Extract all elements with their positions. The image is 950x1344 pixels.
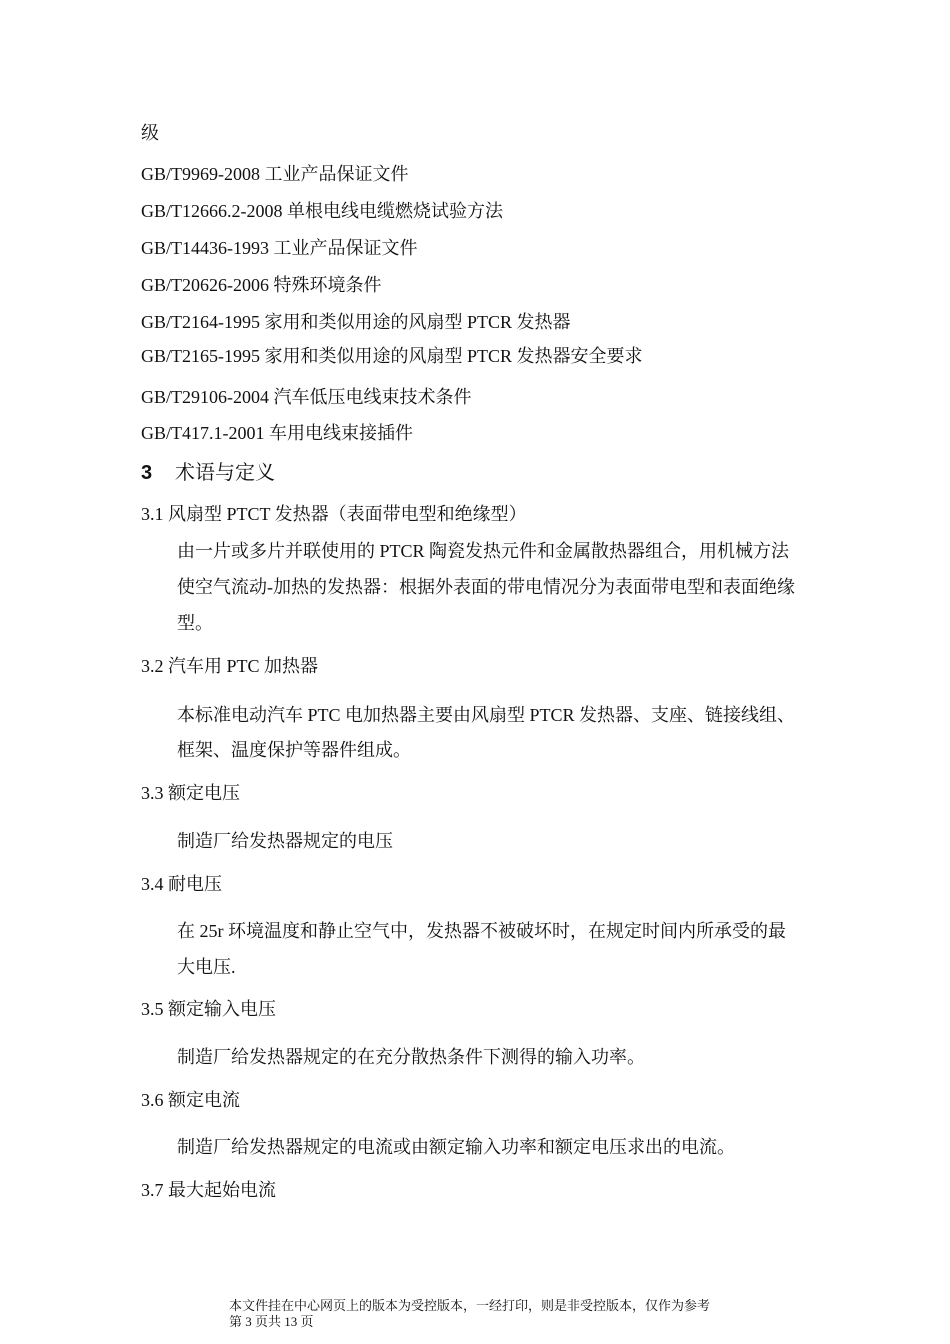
term-title: 3.5 额定输入电压 <box>141 999 276 1019</box>
term-definition-line: 大电压. <box>177 957 236 977</box>
reference-item: GB/T29106-2004 汽车低压电线束技术条件 <box>141 387 472 407</box>
reference-item: GB/T9969-2008 工业产品保证文件 <box>141 164 409 184</box>
reference-item: GB/T2164-1995 家用和类似用途的风扇型 PTCR 发热器 <box>141 312 571 332</box>
term-definition-line: 使空气流动-加热的发热器：根据外表面的带电情况分为表面带电型和表面绝缘 <box>177 577 795 597</box>
reference-item: GB/T20626-2006 特殊环境条件 <box>141 275 382 295</box>
term-definition-line: 由一片或多片并联使用的 PTCR 陶瓷发热元件和金属散热器组合，用机械方法 <box>177 541 790 561</box>
section-heading <box>141 460 275 486</box>
footer-notice: 本文件挂在中心网页上的版本为受控版本，一经打印，则是非受控版本，仅作为参考 <box>229 1298 711 1313</box>
term-definition-line: 制造厂给发热器规定的电流或由额定输入功率和额定电压求出的电流。 <box>177 1137 735 1157</box>
term-title: 3.2 汽车用 PTC 加热器 <box>141 656 319 676</box>
term-title: 3.3 额定电压 <box>141 783 240 803</box>
term-definition-line: 制造厂给发热器规定的在充分散热条件下测得的输入功率。 <box>177 1047 645 1067</box>
footer-page-info: 第 3 页共 13 页 <box>229 1314 314 1329</box>
term-definition-line: 本标准电动汽车 PTC 电加热器主要由风扇型 PTCR 发热器、支座、链接线组、 <box>177 705 796 725</box>
continuation-text: 级 <box>141 123 159 143</box>
term-definition-line: 型。 <box>177 613 213 633</box>
reference-item: GB/T12666.2-2008 单根电线电缆燃烧试验方法 <box>141 201 503 221</box>
term-title: 3.4 耐电压 <box>141 874 222 894</box>
term-title: 3.1 风扇型 PTCT 发热器（表面带电型和绝缘型） <box>141 504 527 524</box>
term-title: 3.7 最大起始电流 <box>141 1180 276 1200</box>
reference-item: GB/T2165-1995 家用和类似用途的风扇型 PTCR 发热器安全要求 <box>141 346 643 366</box>
reference-item: GB/T14436-1993 工业产品保证文件 <box>141 238 418 258</box>
term-title: 3.6 额定电流 <box>141 1090 240 1110</box>
section-title: 术语与定义 <box>175 462 275 484</box>
term-definition-line: 制造厂给发热器规定的电压 <box>177 831 393 851</box>
reference-item: GB/T417.1-2001 车用电线束接插件 <box>141 423 413 443</box>
term-definition-line: 框架、温度保护等器件组成。 <box>177 740 411 760</box>
section-number: 3 <box>141 462 153 484</box>
term-definition-line: 在 25r 环境温度和静止空气中，发热器不被破坏时，在规定时间内所承受的最 <box>177 921 786 941</box>
